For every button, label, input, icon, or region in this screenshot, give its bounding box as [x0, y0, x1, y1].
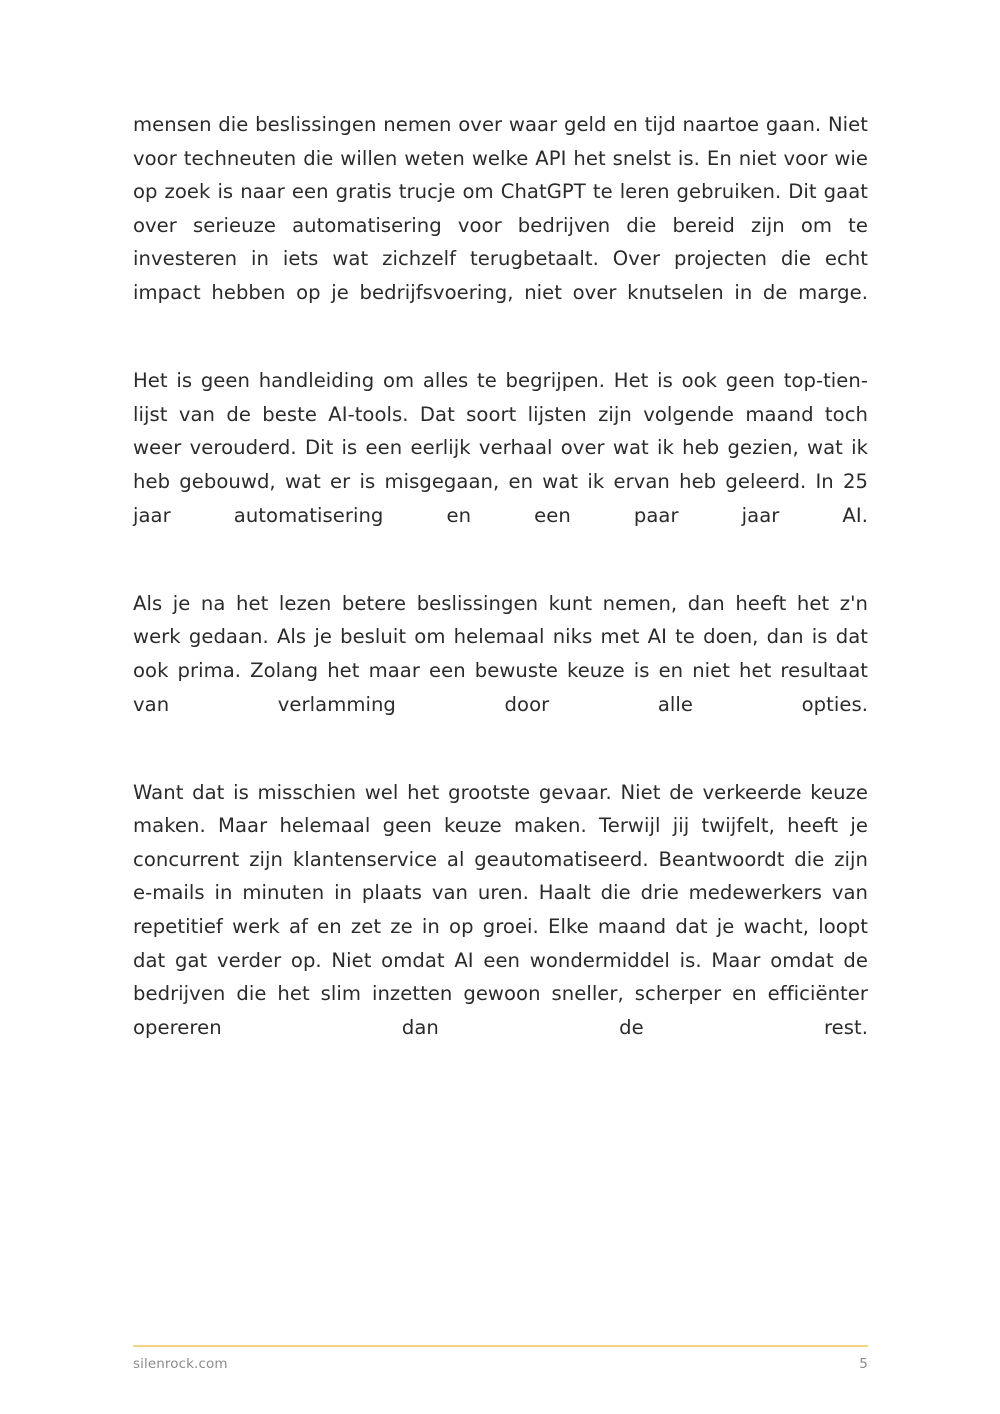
body-paragraph: mensen die beslissingen nemen over waar geld en tijd naartoe gaan. Niet voor techneuten die willen weten welke API het snelst is. En niet voor wie op zoek is naar een gratis trucje om ChatGPT te leren gebruiken. Dit gaat over serieuze automatisering voor bedrijven die bereid zijn om te investeren in iets wat zichzelf terugbetaalt. Over projecten die echt impact hebben op je bedrijfsvoering, niet over knutselen in de marge.: [133, 113, 868, 304]
page-footer: [133, 1345, 868, 1385]
footer-row: [133, 1356, 868, 1373]
body-paragraph: Als je na het lezen betere beslissingen kunt nemen, dan heeft het z'n werk gedaan. Als je besluit om helemaal niks met AI te doen, dan is dat ook prima. Zolang het maar een bewuste keuze is en niet het resultaat van verlamming door alle opties.: [133, 591, 868, 716]
page-body: [133, 108, 868, 1078]
footer-page-number: 5: [859, 1356, 868, 1372]
body-paragraph: Het is geen handleiding om alles te begrijpen. Het is ook geen top-tien-lijst van de beste AI-tools. Dat soort lijsten zijn volgende maand toch weer verouderd. Dit is een eerlijk verhaal over wat ik heb gezien, wat ik heb gebouwd, wat er is misgegaan, en wat ik ervan heb geleerd. In 25 jaar automatisering en een paar jaar AI.: [133, 369, 868, 527]
footer-site-name: silenrock.com: [133, 1356, 228, 1372]
body-paragraph: Want dat is misschien wel het grootste gevaar. Niet de verkeerde keuze maken. Maar helemaal geen keuze maken. Terwijl jij twijfelt, heeft je concurrent zijn klantenservice al geautomatiseerd. Beantwoordt die zijn e-mails in minuten in plaats van uren. Haalt die drie medewerkers van repetitief werk af en zet ze in op groei. Elke maand dat je wacht, loopt dat gat verder op. Niet omdat AI een wondermiddel is. Maar omdat de bedrijven die het slim inzetten gewoon sneller, scherper en efficiënter opereren dan de rest.: [133, 780, 868, 1039]
footer-divider: [133, 1345, 868, 1347]
